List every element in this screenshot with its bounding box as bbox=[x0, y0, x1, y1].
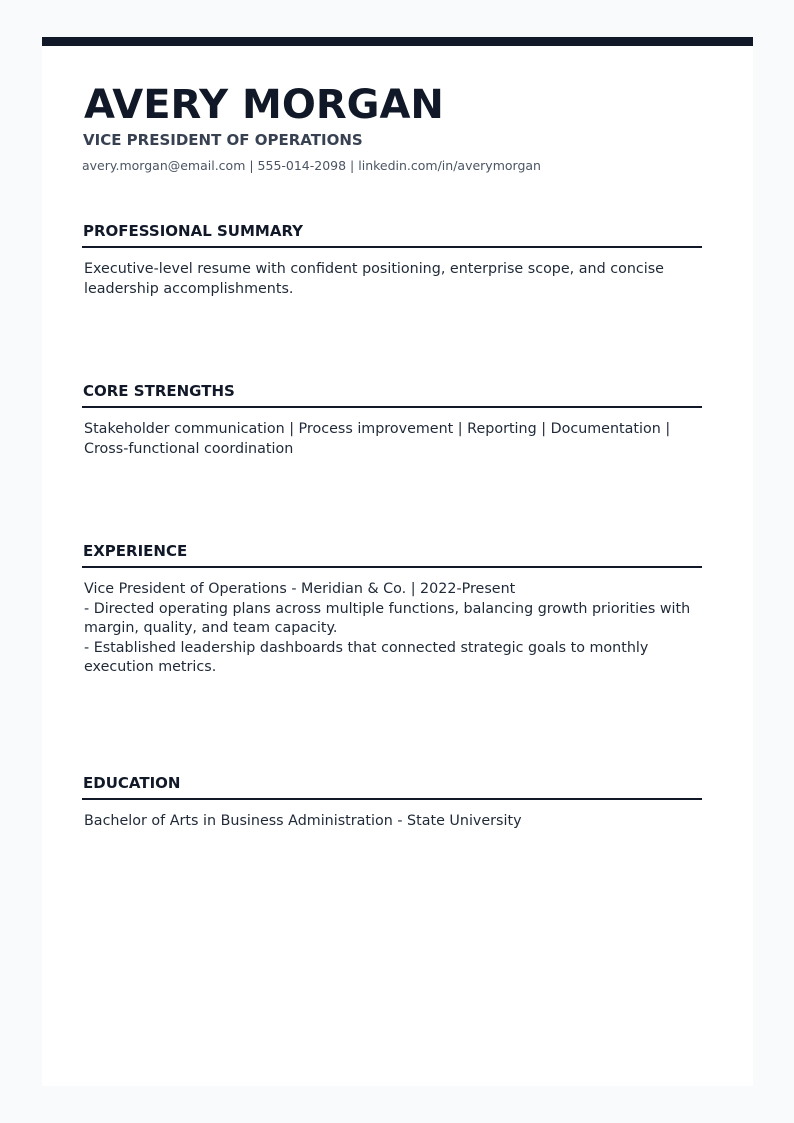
education-section bbox=[82, 773, 702, 832]
education-heading: EDUCATION bbox=[82, 773, 702, 800]
experience-bullet: - Directed operating plans across multiple functions, balancing growth priorities with margin, quality, and team capacity. bbox=[84, 600, 691, 636]
job-title: VICE PRESIDENT OF OPERATIONS bbox=[83, 131, 363, 149]
candidate-name: AVERY MORGAN bbox=[84, 82, 444, 128]
experience-section bbox=[82, 541, 702, 678]
experience-body bbox=[82, 580, 714, 678]
core-strengths-heading: CORE STRENGTHS bbox=[82, 381, 702, 408]
experience-heading: EXPERIENCE bbox=[82, 541, 702, 568]
core-strengths-text: Stakeholder communication | Process improvement | Reporting | Documentation | Cross-functional coordination bbox=[84, 421, 671, 457]
contact-line: avery.morgan@email.com | 555-014-2098 | linkedin.com/in/averymorgan bbox=[82, 158, 541, 173]
professional-summary-heading: PROFESSIONAL SUMMARY bbox=[82, 221, 702, 248]
top-accent-bar bbox=[42, 37, 753, 46]
experience-role-line: Vice President of Operations - Meridian & Co. | 2022-Present bbox=[84, 581, 516, 597]
professional-summary-section bbox=[82, 221, 702, 299]
resume-page bbox=[42, 37, 753, 1086]
education-text: Bachelor of Arts in Business Administration - State University bbox=[84, 813, 522, 829]
core-strengths-section bbox=[82, 381, 702, 459]
professional-summary-text: Executive-level resume with confident positioning, enterprise scope, and concise leadership accomplishments. bbox=[84, 261, 664, 297]
experience-bullet: - Established leadership dashboards that connected strategic goals to monthly execution metrics. bbox=[84, 639, 649, 675]
